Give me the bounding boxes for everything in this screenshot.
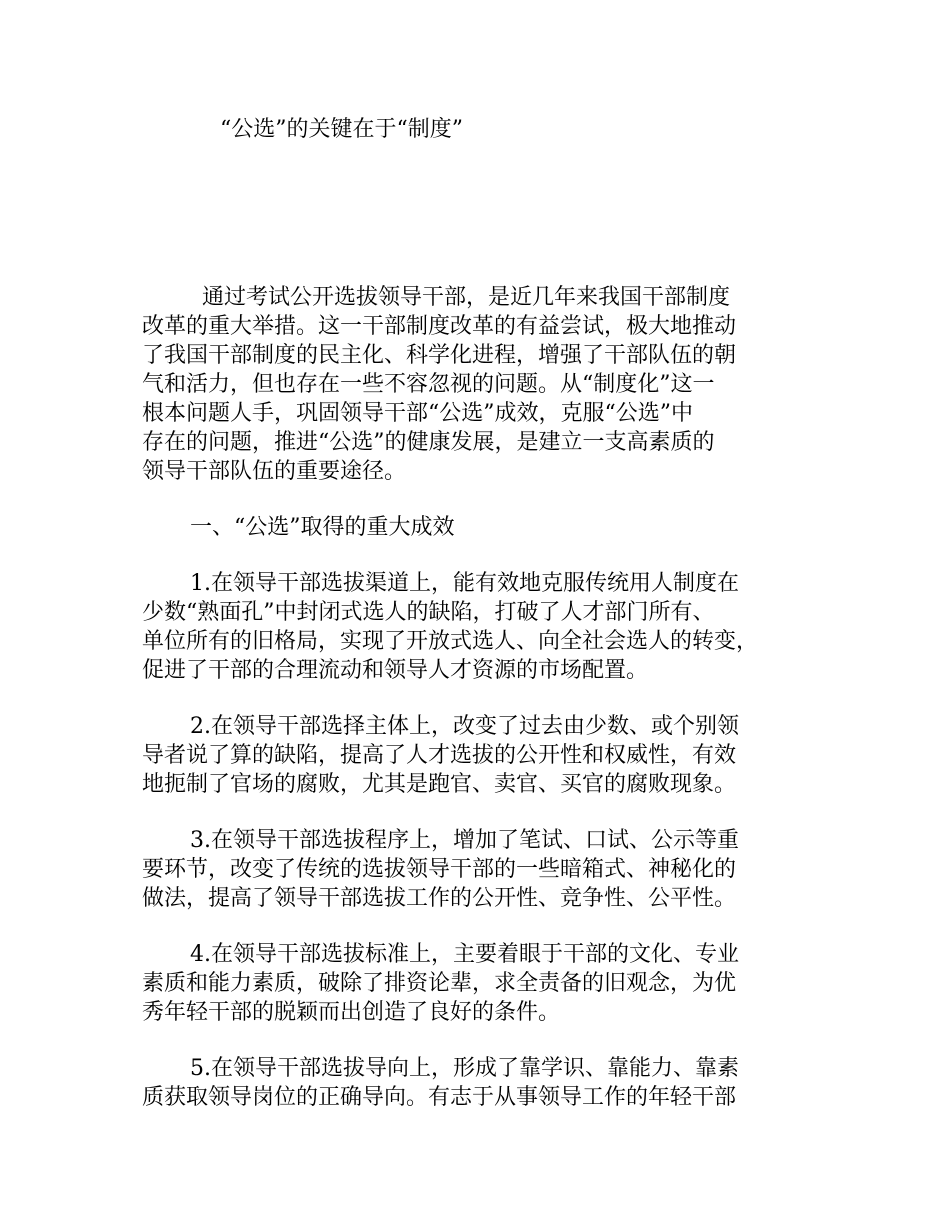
paragraph-line: 单位所有的旧格局，实现了开放式选人、向全社会选人的转变，	[142, 629, 759, 654]
paragraph-line: 质获取领导岗位的正确导向。有志于从事领导工作的年轻干部	[142, 1085, 737, 1110]
achievement-5-paragraph	[142, 1054, 832, 1112]
achievement-2-paragraph	[142, 712, 832, 799]
paragraph-line: 做法，提高了领导干部选拔工作的公开性、竞争性、公平性。	[142, 886, 737, 911]
paragraph-line: 通过考试公开选拔领导干部，是近几年来我国干部制度	[202, 285, 731, 310]
paragraph-line: 领导干部队伍的重要途径。	[142, 459, 407, 484]
achievement-4-paragraph	[142, 940, 832, 1027]
paragraph-line: 了我国干部制度的民主化、科学化进程，增强了干部队伍的朝	[142, 343, 737, 368]
paragraph-line: 根本问题人手，巩固领导干部“公选”成效，克服“公选”中	[142, 401, 693, 426]
paragraph-line: 少数“熟面孔”中封闭式选人的缺陷，打破了人才部门所有、	[142, 600, 715, 625]
paragraph-line: 4.在领导干部选拔标准上，主要着眼于干部的文化、专业	[190, 942, 739, 967]
intro-paragraph	[142, 283, 832, 486]
paragraph-line: 2.在领导干部选择主体上，改变了过去由少数、或个别领	[190, 714, 739, 739]
paragraph-line: 存在的问题，推进“公选”的健康发展，是建立一支高素质的	[142, 430, 715, 455]
paragraph-line: 改革的重大举措。这一干部制度改革的有益尝试，极大地推动	[142, 314, 737, 339]
paragraph-line: 促进了干部的合理流动和领导人才资源的市场配置。	[142, 658, 649, 683]
section-heading: 一、“公选”取得的重大成效	[190, 515, 455, 540]
paragraph-line: 1.在领导干部选拔渠道上，能有效地克服传统用人制度在	[190, 571, 739, 596]
achievement-3-paragraph	[142, 826, 832, 913]
paragraph-line: 要环节，改变了传统的选拔领导干部的一些暗箱式、神秘化的	[142, 857, 737, 882]
paragraph-line: 素质和能力素质，破除了排资论辈，求全责备的旧观念，为优	[142, 971, 737, 996]
paragraph-line: 秀年轻干部的脱颖而出创造了良好的条件。	[142, 1000, 561, 1025]
section-heading-paragraph	[142, 513, 832, 542]
document-body	[142, 283, 832, 1139]
paragraph-line: 地扼制了官场的腐败，尤其是跑官、卖官、买官的腐败现象。	[142, 772, 737, 797]
paragraph-line: 气和活力，但也存在一些不容忽视的问题。从“制度化”这一	[142, 372, 715, 397]
paragraph-line: 导者说了算的缺陷，提高了人才选拔的公开性和权威性，有效	[142, 743, 737, 768]
paragraph-line: 5.在领导干部选拔导向上，形成了靠学识、靠能力、靠素	[190, 1056, 739, 1081]
document-title: “公选”的关键在于“制度”	[220, 117, 463, 142]
paragraph-line: 3.在领导干部选拔程序上，增加了笔试、口试、公示等重	[190, 828, 739, 853]
achievement-1-paragraph	[142, 569, 832, 685]
